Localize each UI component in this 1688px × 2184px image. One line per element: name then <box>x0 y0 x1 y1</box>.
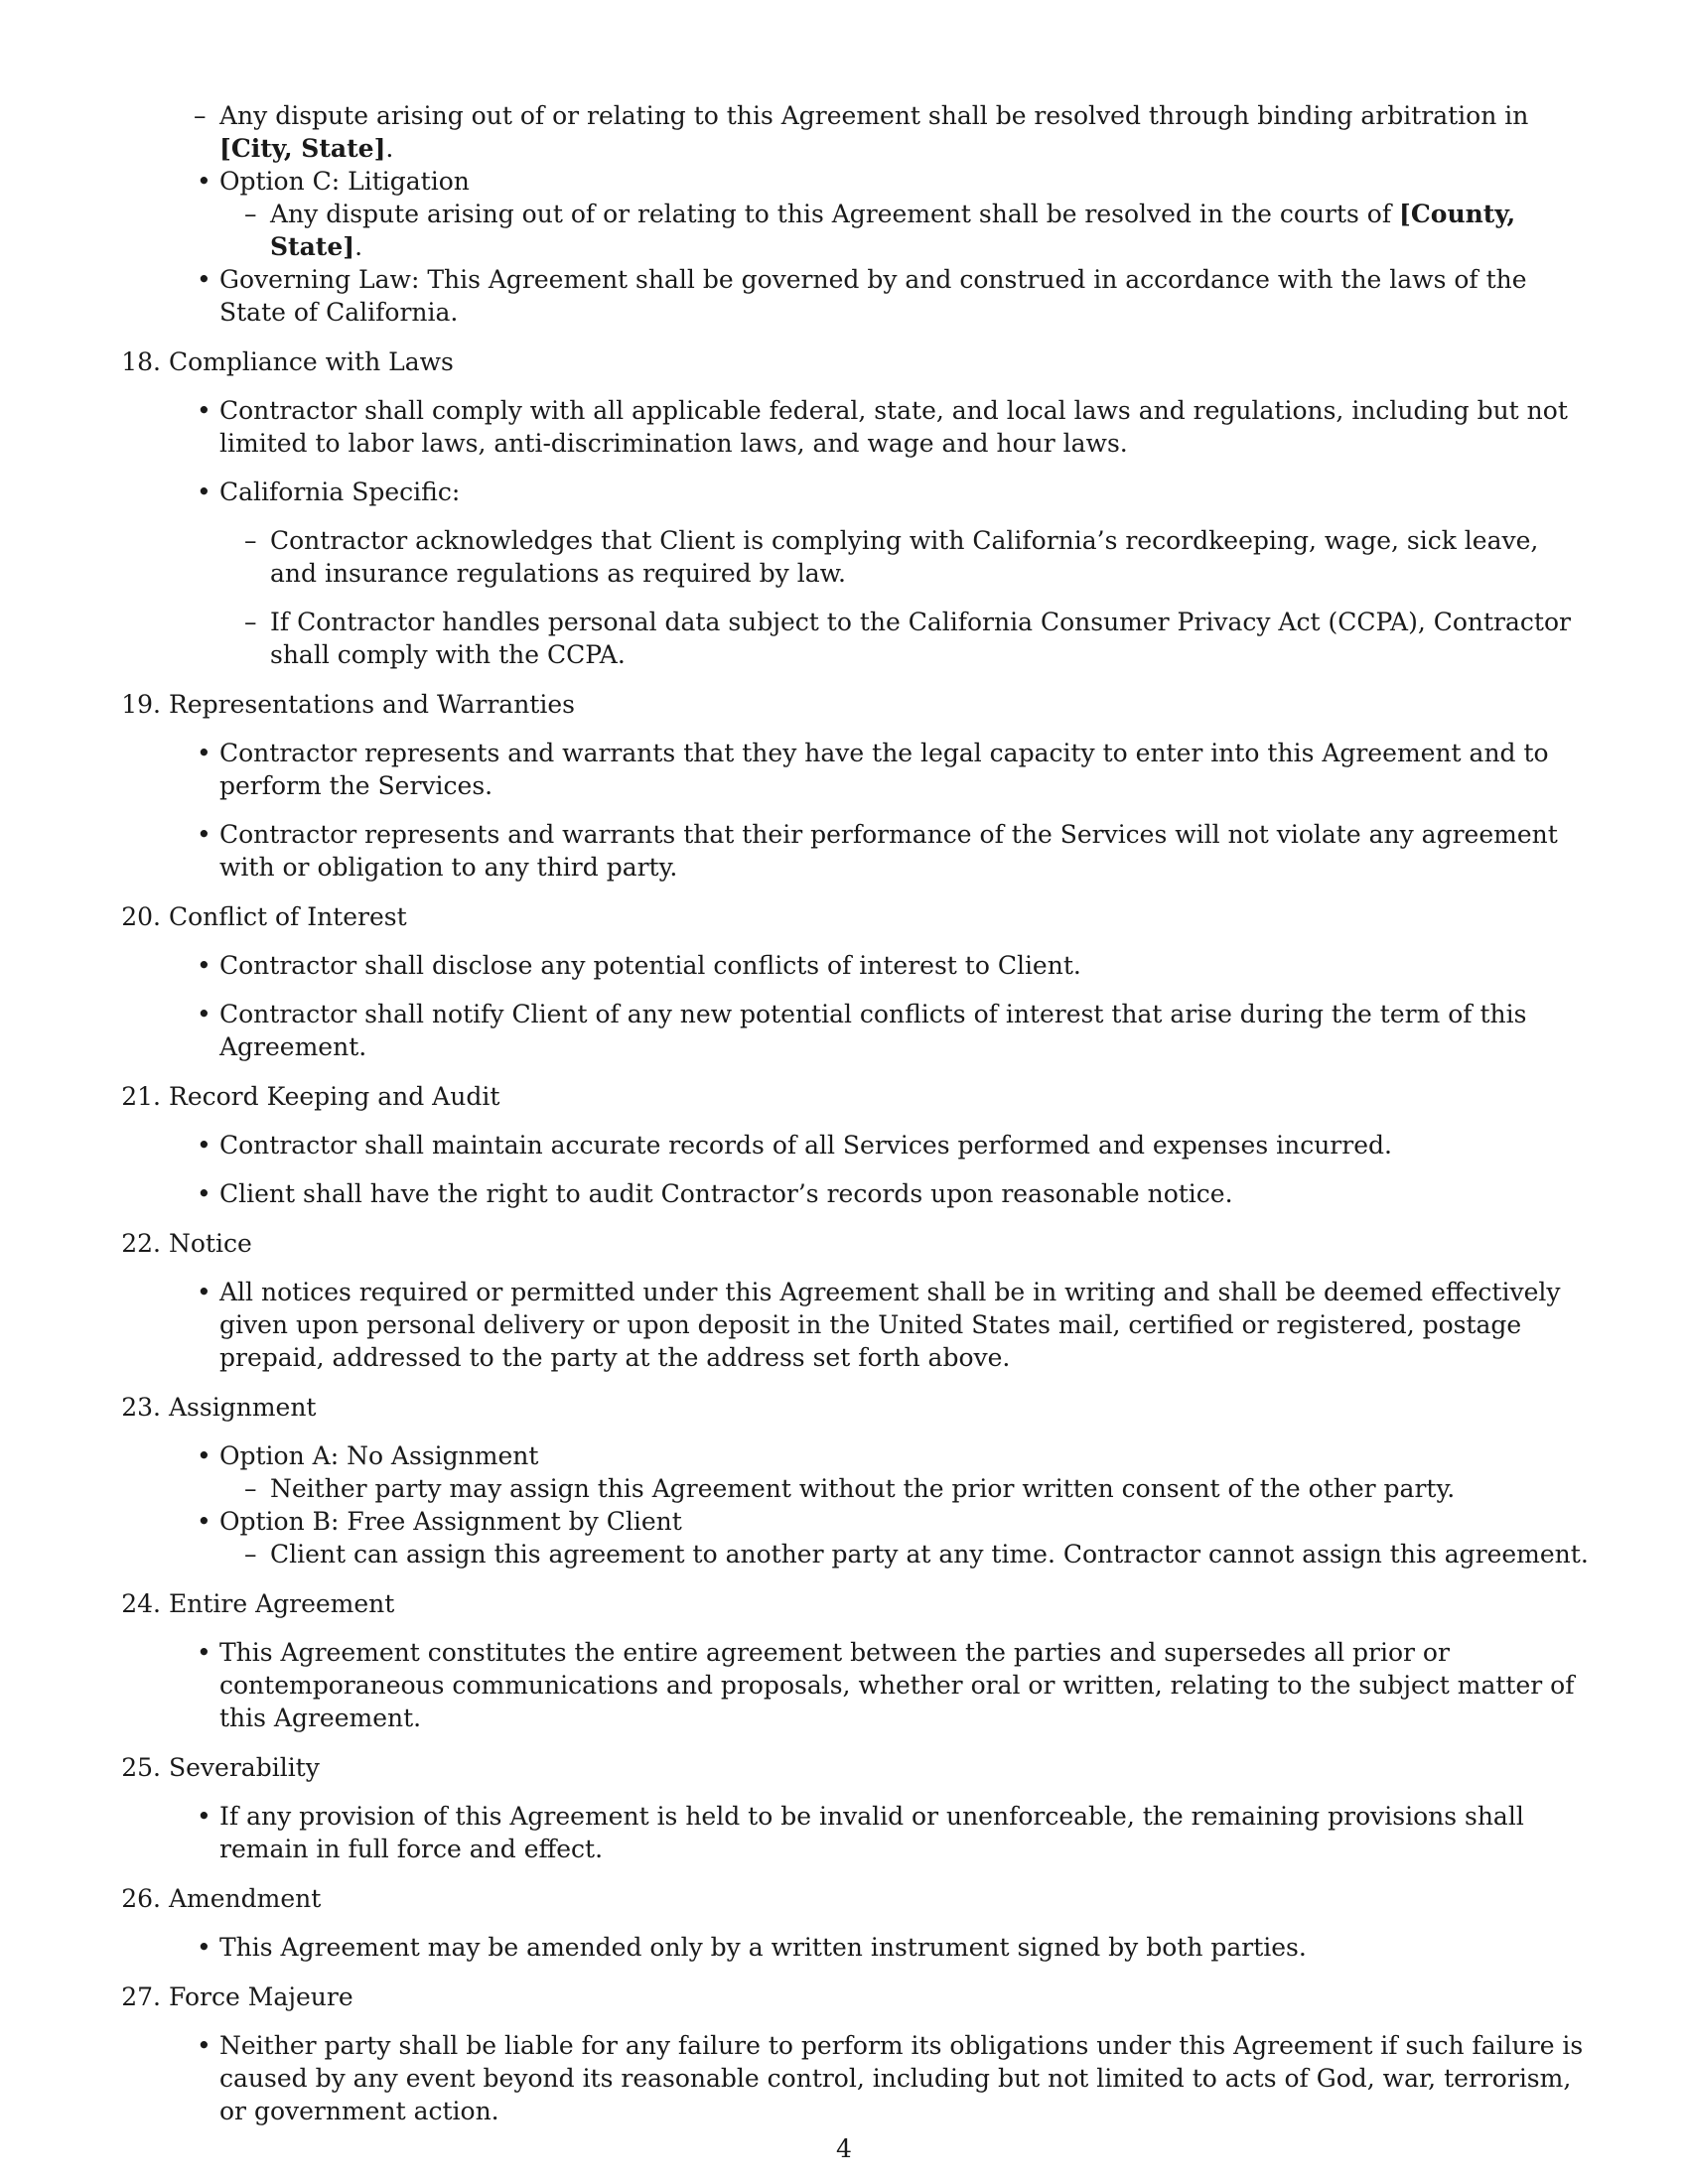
dash-marker: – <box>244 1474 257 1503</box>
list-item: • Client shall have the right to audit Contractor’s records upon reasonable notice. <box>197 1179 1233 1208</box>
bullet-marker: • <box>197 1933 211 1962</box>
bullet-marker: • <box>197 1000 211 1028</box>
list-item: • Option A: No Assignment – Neither party may assign this Agreement without the prior written consent of the other party. <box>169 1439 1591 1505</box>
section-24: 24. Entire Agreement • This Agreement constitutes the entire agreement between the parties and supersedes all prior or contemporaneous communications and proposals, whether oral or written, relating to the subject matter of this Agreement. <box>117 1587 1591 1734</box>
governing-law-item: • Governing Law: This Agreement shall be governed by and construed in accordance with the laws of the State of California. <box>197 265 1527 327</box>
list-item: • Contractor shall maintain accurate records of all Services performed and expenses incurred. <box>197 1131 1392 1160</box>
list-item: • Contractor shall notify Client of any new potential conflicts of interest that arise during the term of this Agreement. <box>197 1000 1527 1061</box>
section-25: 25. Severability • If any provision of this Agreement is held to be invalid or unenforceable, the remaining provisions shall remain in full force and effect. <box>117 1751 1591 1865</box>
sub-item: – If Contractor handles personal data subject to the California Consumer Privacy Act (CCPA), Contractor shall comply with the CCPA. <box>244 608 1571 669</box>
list-item: • Neither party shall be liable for any failure to perform its obligations under this Agreement if such failure is caused by any event beyond its reasonable control, including but not limited to acts of God, war, terrorism, or government action. <box>197 2031 1584 2125</box>
dash-marker: – <box>194 101 207 130</box>
section-title: Amendment <box>169 1884 322 1913</box>
bullet-marker: • <box>197 1179 211 1208</box>
bullet-marker: • <box>197 820 211 849</box>
bullet-marker: • <box>197 951 211 980</box>
list-item: • Option B: Free Assignment by Client – Client can assign this agreement to another party at any time. Contractor cannot assign this agreement. <box>169 1505 1591 1570</box>
section-18: 18. Compliance with Laws • Contractor shall comply with all applicable federal, state, and local laws and regulations, including but not limited to labor laws, anti-discrimination laws, and wage and hour laws. • California Specific: – Contractor acknowledges that Client is complying with California’s recordkeeping, wage, sick leave, and insurance regulations as required by law. – If Contractor handles personal data subject to the California Consumer Privacy Act (CCPA), Contractor shall comply with the CCPA. <box>117 345 1591 671</box>
bullet-marker: • <box>197 265 211 294</box>
list-item: • Contractor represents and warrants that their performance of the Services will not violate any agreement with or obligation to any third party. <box>197 820 1558 882</box>
bullet-marker: • <box>197 2031 211 2060</box>
section-title: Notice <box>169 1229 252 1258</box>
section-title: Entire Agreement <box>169 1589 395 1618</box>
sub-item: – Neither party may assign this Agreement without the prior written consent of the other party. <box>244 1474 1456 1503</box>
dash-marker: – <box>244 608 257 636</box>
section-title: Assignment <box>169 1393 317 1422</box>
list-item: • If any provision of this Agreement is held to be invalid or unenforceable, the remaining provisions shall remain in full force and effect. <box>197 1802 1524 1863</box>
bullet-marker: • <box>197 396 211 425</box>
dash-marker: – <box>244 1540 257 1569</box>
page-number: 4 <box>836 2134 852 2163</box>
bullet-marker: • <box>197 1441 211 1470</box>
section-title: Conflict of Interest <box>169 902 407 931</box>
county-state-placeholder: [County, State] <box>270 200 1516 261</box>
list-item: • This Agreement constitutes the entire agreement between the parties and supersedes all prior or contemporaneous communications and proposals, whether oral or written, relating to the subject matter of this Agreement. <box>197 1638 1575 1732</box>
list-item: • California Specific: – Contractor acknowledges that Client is complying with California’s recordkeeping, wage, sick leave, and insurance regulations as required by law. – If Contractor handles personal data subject to the California Consumer Privacy Act (CCPA), Contractor shall comply with the CCPA. <box>169 476 1591 671</box>
section-20: 20. Conflict of Interest • Contractor shall disclose any potential conflicts of interest to Client. • Contractor shall notify Client of any new potential conflicts of interest that arise during the term of this Agreement. <box>117 900 1591 1063</box>
city-state-placeholder: [City, State] <box>219 134 386 163</box>
dash-marker: – <box>244 526 257 555</box>
section-27: 27. Force Majeure • Neither party shall be liable for any failure to perform its obligations under this Agreement if such failure is caused by any event beyond its reasonable control, including but not limited to acts of God, war, terrorism, or government action. <box>117 1980 1591 2127</box>
section-title: Force Majeure <box>169 1982 353 2011</box>
bullet-marker: • <box>197 1802 211 1831</box>
option-c-item: • Option C: Litigation – Any dispute arising out of or relating to this Agreement shall be resolved in the courts of [County, State]. <box>169 165 1591 263</box>
section-21: 21. Record Keeping and Audit • Contractor shall maintain accurate records of all Services performed and expenses incurred. • Client shall have the right to audit Contractor’s records upon reasonable notice. <box>117 1080 1591 1210</box>
section-23: 23. Assignment • Option A: No Assignment – Neither party may assign this Agreement without the prior written consent of the other party. • Option B: Free Assignment by Client – Client can assign this agreement to another party at any time. Contractor cannot assign this agreement. <box>117 1391 1591 1570</box>
section-title: Compliance with Laws <box>169 347 454 376</box>
section-title: Severability <box>169 1753 320 1782</box>
list-item: • Contractor shall comply with all applicable federal, state, and local laws and regulations, including but not limited to labor laws, anti-discrimination laws, and wage and hour laws. <box>197 396 1568 458</box>
section-26: 26. Amendment • This Agreement may be amended only by a written instrument signed by both parties. <box>117 1882 1591 1964</box>
list-item: • All notices required or permitted under this Agreement shall be in writing and shall be deemed effectively given upon personal delivery or upon deposit in the United States mail, certified or registered, postage prepaid, addressed to the party at the address set forth above. <box>197 1278 1561 1372</box>
section-title: Record Keeping and Audit <box>169 1082 500 1111</box>
sub-item: – Client can assign this agreement to another party at any time. Contractor cannot assign this agreement. <box>244 1540 1589 1569</box>
bullet-marker: • <box>197 1638 211 1667</box>
dispute-resolution-continuation <box>117 99 1591 165</box>
bullet-marker: • <box>197 1131 211 1160</box>
arbitration-clause: – Any dispute arising out of or relating to this Agreement shall be resolved through binding arbitration in [City, State]. <box>194 101 1529 163</box>
section-title: Representations and Warranties <box>169 690 575 719</box>
list-item: • Contractor shall disclose any potential conflicts of interest to Client. <box>197 951 1081 980</box>
bullet-marker: • <box>197 167 211 196</box>
bullet-marker: • <box>197 1507 211 1536</box>
bullet-marker: • <box>197 478 211 506</box>
section-19: 19. Representations and Warranties • Contractor represents and warrants that they have the legal capacity to enter into this Agreement and to perform the Services. • Contractor represents and warrants that their performance of the Services will not violate any agreement with or obligation to any third party. <box>117 688 1591 884</box>
document-body <box>117 99 1591 2127</box>
sub-item: – Contractor acknowledges that Client is complying with California’s recordkeeping, wage, sick leave, and insurance regulations as required by law. <box>244 526 1539 588</box>
litigation-clause: – Any dispute arising out of or relating to this Agreement shall be resolved in the courts of [County, State]. <box>244 200 1516 261</box>
list-item: • This Agreement may be amended only by a written instrument signed by both parties. <box>197 1933 1307 1962</box>
bullet-marker: • <box>197 739 211 767</box>
list-item: • Contractor represents and warrants that they have the legal capacity to enter into this Agreement and to perform the Services. <box>197 739 1549 800</box>
dash-marker: – <box>244 200 257 228</box>
section-22: 22. Notice • All notices required or permitted under this Agreement shall be in writing and shall be deemed effectively given upon personal delivery or upon deposit in the United States mail, certified or registered, postage prepaid, addressed to the party at the address set forth above. <box>117 1227 1591 1374</box>
bullet-marker: • <box>197 1278 211 1306</box>
